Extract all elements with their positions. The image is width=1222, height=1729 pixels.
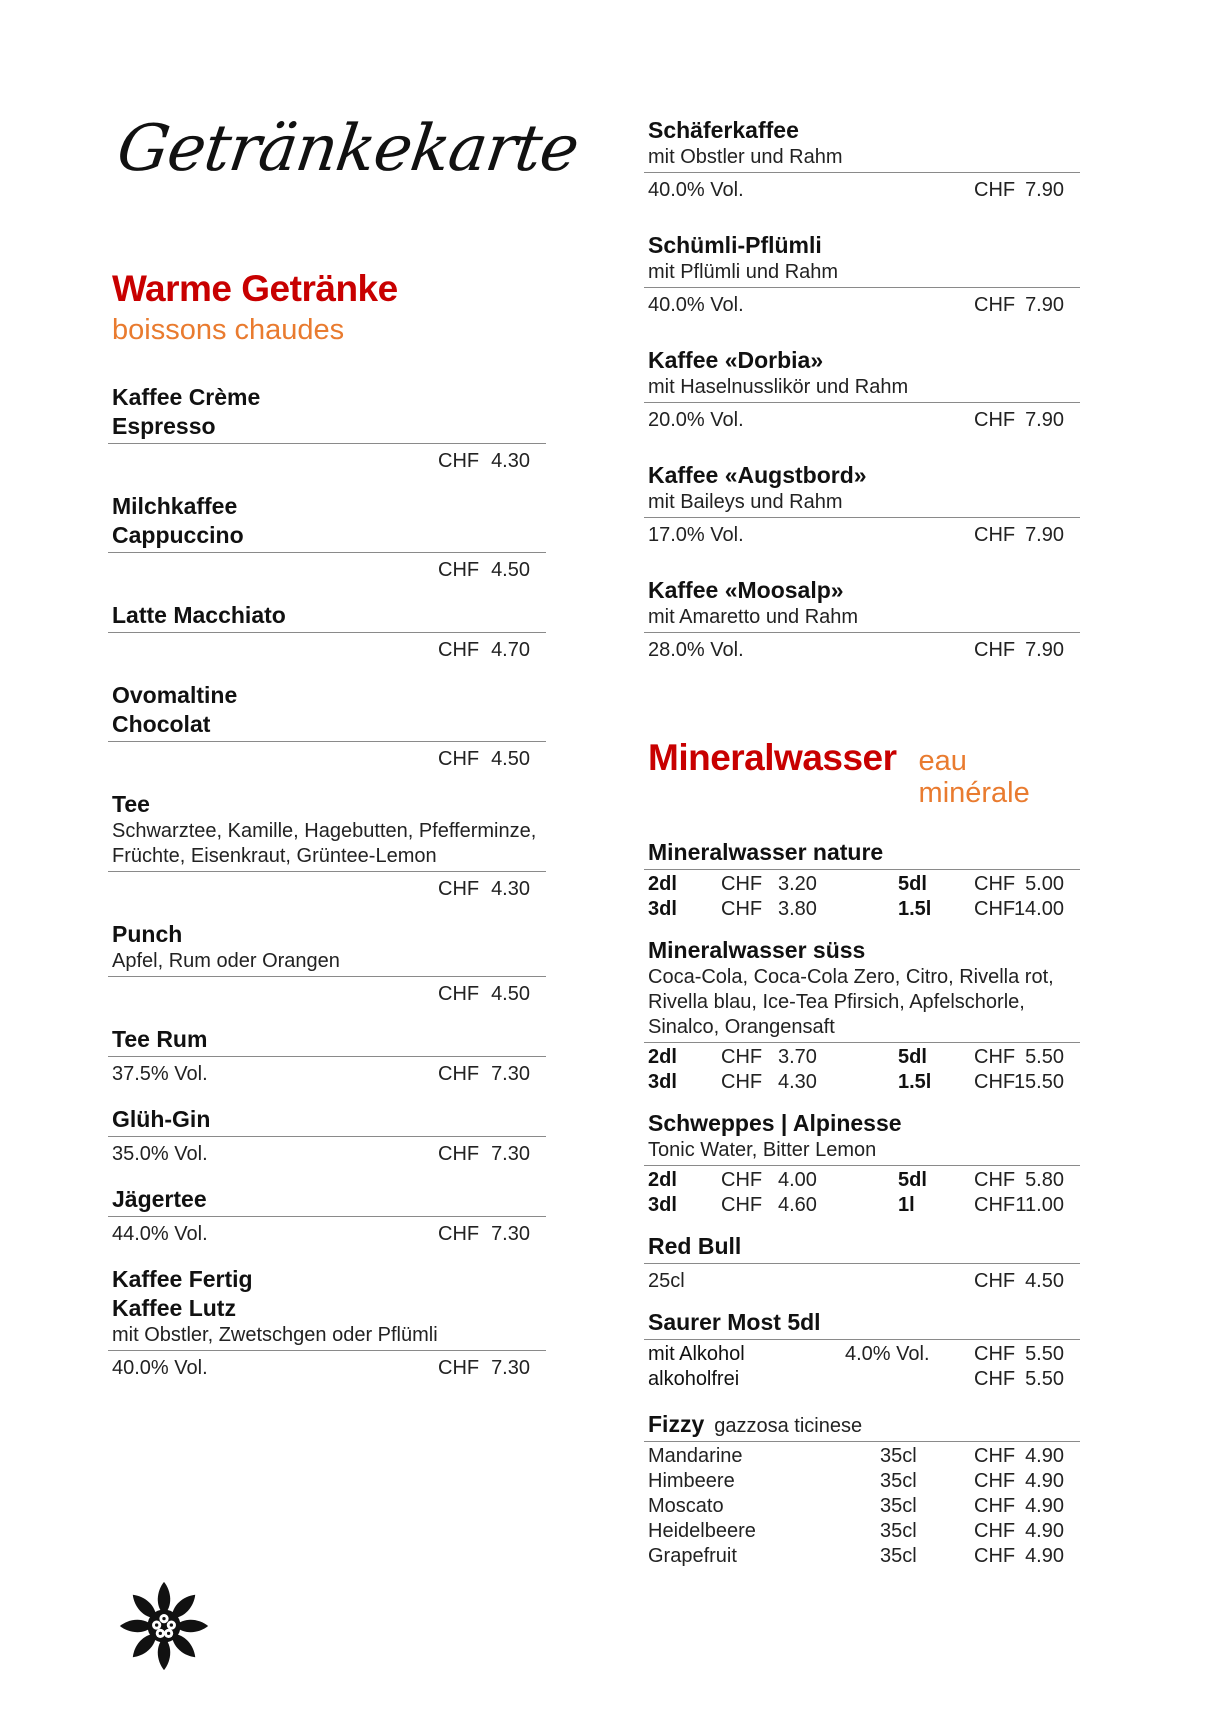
price-row <box>648 403 1076 437</box>
price: 7.30 <box>491 1062 530 1085</box>
price: 3.80 <box>778 897 817 920</box>
flavor-label: Himbeere <box>648 1469 735 1492</box>
currency: CHF <box>974 524 1016 546</box>
item-name: Schweppes | Alpinesse <box>648 1109 902 1136</box>
fizzy <box>648 1410 1076 1569</box>
menu-item <box>112 920 542 1011</box>
fizzy-row <box>648 1444 1076 1469</box>
currency: CHF <box>974 179 1016 201</box>
item-name: Fizzy <box>648 1410 705 1437</box>
currency: CHF <box>438 747 480 770</box>
warm-drinks-column <box>112 270 542 1399</box>
menu-title: Getränkekarte <box>112 112 583 186</box>
size-label: 3dl <box>648 1193 677 1216</box>
fizzy-rows <box>648 1444 1076 1569</box>
divider <box>644 1339 1080 1340</box>
item-description: mit Haselnusslikör und Rahm <box>648 376 909 398</box>
item-name: Ovomaltine <box>112 681 238 708</box>
item-name: Kaffee «Augstbord» <box>648 462 867 488</box>
price-row <box>648 518 1076 552</box>
currency: CHF <box>974 639 1016 661</box>
size-price-row <box>648 1168 1076 1193</box>
currency: CHF <box>438 1142 480 1165</box>
item-description: mit Obstler und Rahm <box>648 146 843 168</box>
variant-label: alkoholfrei <box>648 1367 740 1390</box>
item-name: Saurer Most 5dl <box>648 1308 821 1335</box>
size-price-row <box>648 897 1076 922</box>
price: 7.90 <box>1025 294 1064 316</box>
price: 4.90 <box>1025 1469 1064 1492</box>
price: 3.70 <box>778 1045 817 1068</box>
item-name: Cappuccino <box>112 521 244 548</box>
price-row <box>112 1057 542 1091</box>
size-label: 1.5l <box>898 1070 932 1093</box>
alcohol-volume: 44.0% Vol. <box>112 1222 208 1245</box>
fizzy-row <box>648 1544 1076 1569</box>
fizzy-row <box>648 1469 1076 1494</box>
price: 7.90 <box>1025 639 1064 661</box>
right-column <box>648 116 1076 1569</box>
currency: CHF <box>721 1045 763 1068</box>
flavor-label: Heidelbeere <box>648 1519 756 1542</box>
price: 7.90 <box>1025 524 1064 546</box>
size-label: 2dl <box>648 1045 677 1068</box>
price-row <box>648 1264 1076 1298</box>
price-row <box>112 553 542 587</box>
price: 5.00 <box>1025 872 1064 895</box>
currency: CHF <box>974 1045 1016 1068</box>
price: 4.90 <box>1025 1544 1064 1567</box>
item-name: Kaffee Fertig <box>112 1265 253 1292</box>
price: 4.90 <box>1025 1494 1064 1517</box>
size-label: 35cl <box>880 1519 917 1542</box>
price: 7.30 <box>491 1222 530 1245</box>
price: 7.90 <box>1025 179 1064 201</box>
item-description: mit Pflümli und Rahm <box>648 261 839 283</box>
item-name: Chocolat <box>112 710 211 737</box>
price: 4.50 <box>491 747 530 770</box>
menu-item <box>648 116 1076 207</box>
alcohol-volume: 20.0% Vol. <box>648 409 744 431</box>
warm-section-title: Warme Getränke <box>112 268 398 309</box>
price-row <box>112 872 542 906</box>
size-price-rows <box>648 1168 1076 1218</box>
size-price-row <box>648 1193 1076 1218</box>
currency: CHF <box>438 1356 480 1379</box>
size-label: 25cl <box>648 1269 685 1292</box>
price: 4.60 <box>778 1193 817 1216</box>
price-row <box>112 977 542 1011</box>
alcohol-volume: 17.0% Vol. <box>648 524 744 546</box>
price-row <box>112 742 542 776</box>
currency: CHF <box>974 409 1016 431</box>
alcohol-volume: 40.0% Vol. <box>648 294 744 316</box>
price: 3.20 <box>778 872 817 895</box>
price: 4.30 <box>778 1070 817 1093</box>
size-label: 3dl <box>648 897 677 920</box>
price: 4.70 <box>491 638 530 661</box>
edelweiss-icon <box>118 1580 210 1672</box>
currency: CHF <box>438 558 480 581</box>
price-row <box>648 173 1076 207</box>
item-name: Milchkaffee <box>112 492 238 519</box>
currency: CHF <box>974 1193 1016 1216</box>
menu-item <box>112 1265 542 1385</box>
fizzy-row <box>648 1494 1076 1519</box>
currency: CHF <box>974 1168 1016 1191</box>
currency: CHF <box>438 1062 480 1085</box>
divider <box>644 1042 1080 1043</box>
size-label: 35cl <box>880 1494 917 1517</box>
warm-section-subtitle: boissons chaudes <box>112 314 345 346</box>
currency: CHF <box>974 872 1016 895</box>
item-subtitle: gazzosa ticinese <box>714 1414 863 1437</box>
price: 7.90 <box>1025 409 1064 431</box>
flavor-label: Grapefruit <box>648 1544 737 1567</box>
price: 14.00 <box>1013 897 1064 920</box>
price: 4.90 <box>1025 1519 1064 1542</box>
currency: CHF <box>721 897 763 920</box>
menu-item <box>648 461 1076 552</box>
item-description: Tonic Water, Bitter Lemon <box>648 1138 877 1161</box>
item-name: Kaffee Crème <box>112 383 261 410</box>
price: 7.30 <box>491 1142 530 1165</box>
item-description: mit Obstler, Zwetschgen oder Pflümli <box>112 1323 438 1346</box>
alcohol-volume: 40.0% Vol. <box>112 1356 208 1379</box>
menu-item <box>648 231 1076 322</box>
mineral-section-header <box>648 739 1076 810</box>
fizzy-row <box>648 1519 1076 1544</box>
size-label: 5dl <box>898 1168 927 1191</box>
item-description: Apfel, Rum oder Orangen <box>112 949 340 972</box>
price: 4.50 <box>491 558 530 581</box>
menu-item <box>648 576 1076 667</box>
currency: CHF <box>438 877 480 900</box>
item-name: Glüh-Gin <box>112 1105 211 1132</box>
divider <box>644 1165 1080 1166</box>
item-name: Tee <box>112 790 150 817</box>
menu-item <box>112 1185 542 1251</box>
size-label: 2dl <box>648 1168 677 1191</box>
price-row <box>112 1351 542 1385</box>
alcohol-volume: 35.0% Vol. <box>112 1142 208 1165</box>
price: 7.30 <box>491 1356 530 1379</box>
currency: CHF <box>438 1222 480 1245</box>
currency: CHF <box>974 1070 1016 1093</box>
alcohol-volume: 4.0% Vol. <box>845 1342 930 1365</box>
item-description: mit Baileys und Rahm <box>648 491 843 513</box>
size-price-row <box>648 1070 1076 1095</box>
price: 11.00 <box>1015 1193 1064 1216</box>
item-name: Kaffee «Moosalp» <box>648 577 844 603</box>
item-name: Schäferkaffee <box>648 117 799 143</box>
size-label: 5dl <box>898 872 927 895</box>
item-name: Espresso <box>112 412 216 439</box>
price: 4.30 <box>491 877 530 900</box>
item-name: Red Bull <box>648 1232 742 1259</box>
flavor-label: Mandarine <box>648 1444 743 1467</box>
currency: CHF <box>721 1193 763 1216</box>
price-row <box>112 633 542 667</box>
item-name: Kaffee Lutz <box>112 1294 236 1321</box>
currency: CHF <box>974 1494 1016 1517</box>
menu-item <box>112 790 542 906</box>
price-row <box>648 288 1076 322</box>
price: 4.00 <box>778 1168 817 1191</box>
price: 5.50 <box>1025 1045 1064 1068</box>
most-row <box>648 1367 1076 1392</box>
price: 5.50 <box>1025 1342 1064 1365</box>
size-price-row <box>648 872 1076 897</box>
alcohol-volume: 40.0% Vol. <box>648 179 744 201</box>
fizzy-header <box>648 1410 1076 1439</box>
menu-item <box>112 601 542 667</box>
mineral-nature <box>648 838 1076 922</box>
size-label: 5dl <box>898 1045 927 1068</box>
warm-item-list <box>112 383 542 1385</box>
alcohol-volume: 28.0% Vol. <box>648 639 744 661</box>
size-price-rows <box>648 1045 1076 1095</box>
price-row <box>112 1217 542 1251</box>
price: 4.30 <box>491 449 530 472</box>
size-label: 1l <box>898 1193 915 1216</box>
price-row <box>648 633 1076 667</box>
price-row <box>112 444 542 478</box>
item-description: Schwarztee, Kamille, Hagebutten, Pfefferminze, Früchte, Eisenkraut, Grüntee-Lemon <box>112 819 537 867</box>
item-description: Coca-Cola, Coca-Cola Zero, Citro, Rivella rot, Rivella blau, Ice-Tea Pfirsich, Apfelschorle, Sinalco, Orangensaft <box>648 965 1054 1038</box>
item-name: Jägertee <box>112 1185 207 1212</box>
most-rows <box>648 1342 1076 1392</box>
red-bull <box>648 1232 1076 1298</box>
size-price-rows <box>648 872 1076 922</box>
size-label: 2dl <box>648 872 677 895</box>
flavor-label: Moscato <box>648 1494 724 1517</box>
size-label: 35cl <box>880 1544 917 1567</box>
currency: CHF <box>974 1367 1016 1390</box>
coffee-specials-list <box>648 116 1076 667</box>
price: 4.50 <box>491 982 530 1005</box>
currency: CHF <box>974 1544 1016 1567</box>
currency: CHF <box>974 1342 1016 1365</box>
currency: CHF <box>974 294 1016 316</box>
item-name: Kaffee «Dorbia» <box>648 347 824 373</box>
menu-item <box>112 681 542 776</box>
item-name: Mineralwasser süss <box>648 936 866 963</box>
menu-item <box>112 492 542 587</box>
currency: CHF <box>438 638 480 661</box>
menu-item <box>112 1105 542 1171</box>
price: 4.90 <box>1025 1444 1064 1467</box>
currency: CHF <box>721 872 763 895</box>
most-row <box>648 1342 1076 1367</box>
price: 4.50 <box>1025 1269 1064 1292</box>
size-label: 35cl <box>880 1469 917 1492</box>
currency: CHF <box>721 1070 763 1093</box>
currency: CHF <box>974 1269 1016 1292</box>
currency: CHF <box>974 897 1016 920</box>
menu-item <box>648 346 1076 437</box>
divider <box>644 1441 1080 1442</box>
menu-item <box>112 383 542 478</box>
currency: CHF <box>974 1444 1016 1467</box>
currency: CHF <box>974 1519 1016 1542</box>
saurer-most <box>648 1308 1076 1392</box>
currency: CHF <box>438 449 480 472</box>
item-name: Schümli-Pflümli <box>648 232 822 258</box>
variant-label: mit Alkohol <box>648 1342 745 1365</box>
menu-item <box>112 1025 542 1091</box>
divider <box>644 869 1080 870</box>
currency: CHF <box>438 982 480 1005</box>
mineral-schweppes <box>648 1109 1076 1218</box>
item-name: Tee Rum <box>112 1025 208 1052</box>
size-label: 35cl <box>880 1444 917 1467</box>
price: 15.50 <box>1013 1070 1064 1093</box>
price: 5.80 <box>1025 1168 1064 1191</box>
mineral-section-subtitle: eau minérale <box>918 745 1030 809</box>
mineral-suess <box>648 936 1076 1095</box>
item-name: Mineralwasser nature <box>648 838 884 865</box>
item-description: mit Amaretto und Rahm <box>648 606 859 628</box>
currency: CHF <box>974 1469 1016 1492</box>
mineral-section-title: Mineralwasser <box>648 737 897 778</box>
size-label: 3dl <box>648 1070 677 1093</box>
item-name: Latte Macchiato <box>112 601 286 628</box>
size-price-row <box>648 1045 1076 1070</box>
size-label: 1.5l <box>898 897 932 920</box>
alcohol-volume: 37.5% Vol. <box>112 1062 208 1085</box>
currency: CHF <box>721 1168 763 1191</box>
price: 5.50 <box>1025 1367 1064 1390</box>
item-name: Punch <box>112 920 183 947</box>
price-row <box>112 1137 542 1171</box>
